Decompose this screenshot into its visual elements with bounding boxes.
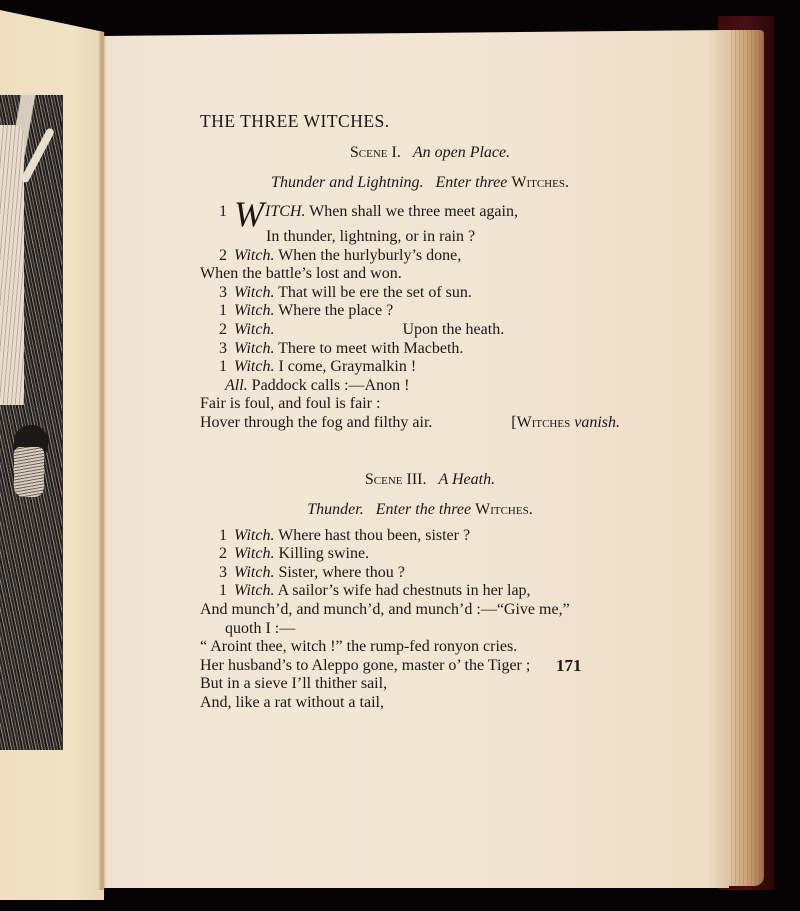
speaker-number: 1 — [219, 203, 227, 220]
line-text: Where hast thou been, sister ? — [278, 526, 471, 544]
line-text: When shall we three meet again, — [309, 203, 518, 220]
speaker-number: 1 — [219, 358, 227, 376]
verse-line — [200, 302, 620, 321]
verse-line: When the battle’s lost and won. — [200, 265, 402, 283]
drop-cap: W — [234, 194, 264, 234]
speaker: Witch. — [234, 302, 275, 320]
verse-line: And munch’d, and munch’d, and munch’d :—“Give me,” — [200, 600, 570, 618]
page-block-fore-edge — [724, 30, 764, 886]
speaker: Witch. — [234, 358, 275, 376]
speaker: All. — [225, 376, 248, 394]
speaker-number: 3 — [219, 563, 227, 581]
verse-line — [200, 247, 620, 266]
speaker-number: 2 — [219, 320, 227, 338]
speaker-number: 2 — [219, 246, 227, 264]
verse-line — [200, 194, 620, 234]
verse-line — [200, 527, 620, 546]
verse-line — [200, 582, 620, 601]
line-text: Killing swine. — [278, 545, 370, 563]
verse-line — [200, 358, 620, 377]
verse-line — [200, 545, 620, 564]
line-text: That will be ere the set of sun. — [278, 283, 472, 301]
verse-line: “ Aroint thee, witch !” the rump-fed ronyon cries. — [200, 638, 518, 656]
speaker: Witch. — [234, 582, 275, 600]
line-text: I come, Graymalkin ! — [278, 358, 417, 376]
witch-figure — [0, 125, 24, 405]
scene-label: Scene III. — [364, 470, 427, 488]
scene-3-heading — [200, 469, 620, 491]
speaker-number: 3 — [219, 283, 227, 301]
speaker: Witch. — [234, 526, 275, 544]
verse-line — [200, 564, 620, 583]
verse-line — [200, 321, 620, 340]
direction-caps: Witches. — [511, 174, 569, 191]
line-text: Hover through the fog and filthy air. — [200, 413, 433, 431]
book-gutter — [98, 32, 106, 890]
scene-place: An open Place. — [412, 144, 511, 161]
scene-1-heading — [200, 142, 620, 164]
verse-line — [200, 340, 620, 359]
page-number: 171 — [556, 656, 582, 675]
scene-place: A Heath. — [438, 470, 496, 488]
verse-line: And, like a rat without a tail, — [200, 693, 384, 711]
bearded-face — [14, 447, 44, 497]
line-text: Paddock calls :—Anon ! — [251, 376, 410, 394]
line-text: There to meet with Macbeth. — [278, 339, 464, 357]
direction-caps: Witches — [516, 413, 571, 431]
bracket: [ — [511, 413, 517, 431]
line-text: Where the place ? — [278, 302, 394, 320]
verse-line: Fair is foul, and foul is fair : — [200, 395, 381, 413]
verse-line: Her husband’s to Aleppo gone, master o’ the Tiger ; — [200, 656, 531, 674]
running-head: THE THREE WITCHES. — [200, 111, 390, 131]
speaker-number: 1 — [219, 526, 227, 544]
speaker-number: 2 — [219, 545, 227, 563]
speaker: Witch. — [234, 320, 275, 338]
verse-line: quoth I :— — [225, 619, 296, 637]
raised-arm — [20, 127, 55, 184]
verse-line: In thunder, lightning, or in rain ? — [266, 228, 476, 245]
speaker-number: 1 — [219, 302, 227, 320]
direction-text: Enter the three — [375, 500, 472, 518]
verse-line — [200, 377, 620, 396]
verse-line: But in a sieve I’ll thither sail, — [200, 675, 388, 693]
direction-text: Enter three — [435, 174, 508, 191]
speaker: Witch. — [234, 563, 275, 581]
line-text: When the hurlyburly’s done, — [278, 246, 462, 264]
exit-direction — [511, 414, 620, 433]
direction-text: vanish. — [574, 413, 620, 431]
speaker: Witch. — [234, 339, 275, 357]
direction-caps: Witches. — [475, 500, 533, 518]
speaker: ITCH. — [265, 203, 306, 220]
direction-text: Thunder and Lightning. — [271, 174, 424, 191]
speaker-number: 3 — [219, 339, 227, 357]
stage-direction — [200, 499, 620, 521]
speaker: Witch. — [234, 246, 275, 264]
line-text: Upon the heath. — [402, 320, 505, 338]
page-text — [200, 110, 620, 712]
verse-line — [200, 414, 620, 433]
speaker: Witch. — [234, 283, 275, 301]
line-text: A sailor’s wife had chestnuts in her lap, — [277, 582, 531, 600]
speaker: Witch. — [234, 545, 275, 563]
stage-direction — [200, 172, 620, 194]
scene-label: Scene I. — [349, 144, 401, 161]
line-text: Sister, where thou ? — [278, 563, 405, 581]
engraving-illustration — [0, 95, 63, 750]
speaker-number: 1 — [219, 582, 227, 600]
verse-line — [200, 284, 620, 303]
direction-text: Thunder. — [307, 500, 364, 518]
